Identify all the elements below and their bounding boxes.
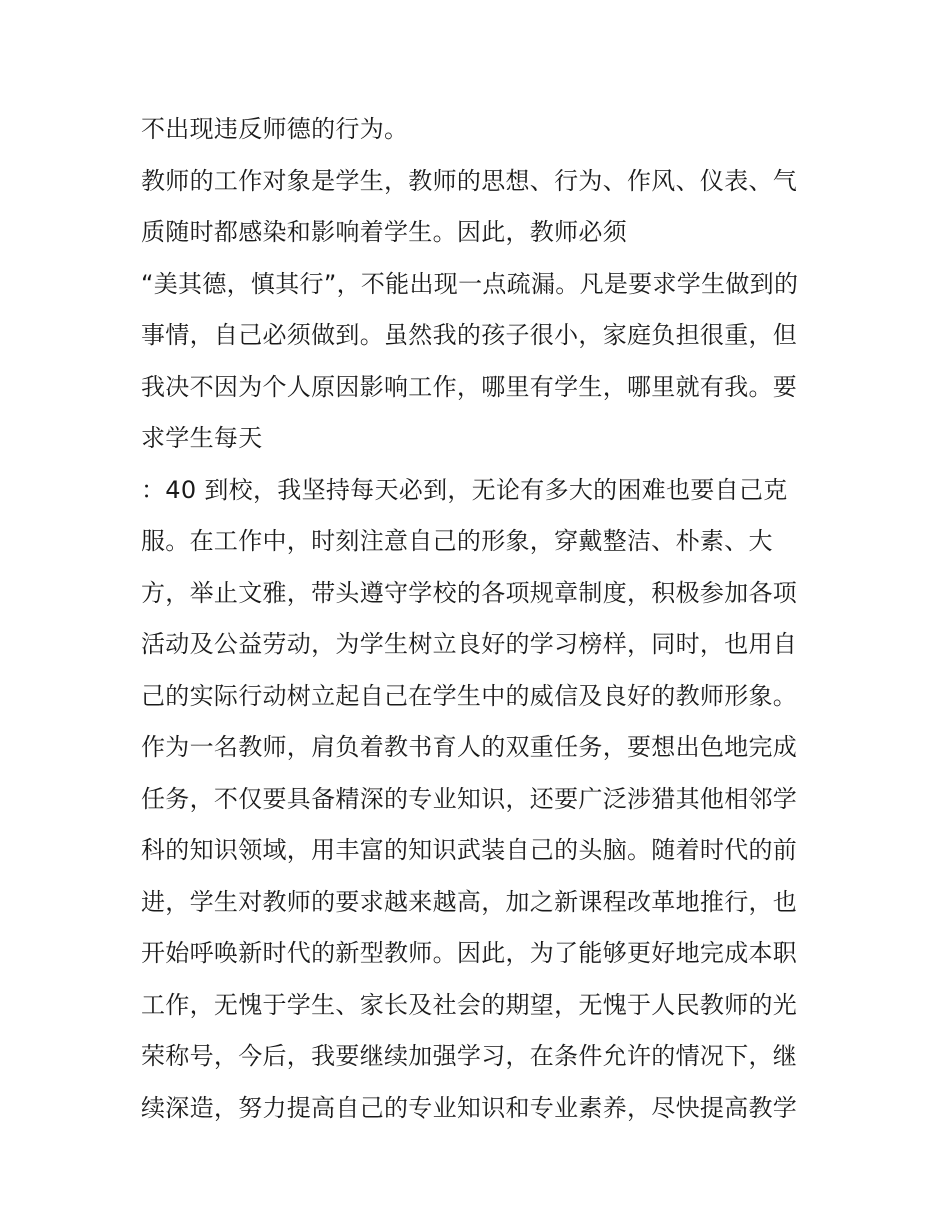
text-line-6: 我决不因为个人原因影响工作，哪里有学生，哪里就有我。要	[141, 372, 798, 401]
text-line-2: 教师的工作对象是学生，教师的思想、行为、作风、仪表、气	[141, 166, 798, 195]
text-line-14: 任务，不仅要具备精深的专业知识，还要广泛涉猎其他相邻学	[141, 784, 798, 813]
text-line-12: 己的实际行动树立起自己在学生中的威信及良好的教师形象。	[141, 681, 798, 710]
text-line-17: 开始呼唤新时代的新型教师。因此，为了能够更好地完成本职	[141, 939, 798, 967]
text-line-11: 活动及公益劳动，为学生树立良好的学习榜样，同时，也用自	[141, 630, 798, 658]
text-line-3: 质随时都感染和影响着学生。因此，教师必须	[141, 218, 627, 246]
document-body	[141, 104, 821, 1134]
text-line-1: 不出现违反师德的行为。	[141, 115, 409, 143]
text-line-20: 续深造，努力提高自己的专业知识和专业素养，尽快提高教学	[141, 1093, 798, 1122]
text-line-9: 服。在工作中，时刻注意自己的形象，穿戴整洁、朴素、大	[141, 527, 773, 555]
text-line-4: “美其德，慎其行”，不能出现一点疏漏。凡是要求学生做到的	[141, 269, 799, 298]
text-line-19: 荣称号，今后，我要继续加强学习，在条件允许的情况下，继	[141, 1042, 798, 1070]
text-line-5: 事情，自己必须做到。虽然我的孩子很小，家庭负担很重，但	[141, 321, 798, 349]
text-line-10: 方，举止文雅，带头遵守学校的各项规章制度，积极参加各项	[141, 578, 798, 607]
text-line-18: 工作，无愧于学生、家长及社会的期望，无愧于人民教师的光	[141, 990, 798, 1019]
text-line-8: ：40 到校，我坚持每天必到，无论有多大的困难也要自己克	[141, 475, 788, 504]
text-line-15: 科的知识领域，用丰富的知识武装自己的头脑。随着时代的前	[141, 836, 798, 864]
text-line-7: 求学生每天	[141, 424, 263, 452]
text-line-13: 作为一名教师，肩负着教书育人的双重任务，要想出色地完成	[141, 733, 798, 761]
text-line-16: 进，学生对教师的要求越来越高，加之新课程改革地推行，也	[141, 887, 798, 916]
